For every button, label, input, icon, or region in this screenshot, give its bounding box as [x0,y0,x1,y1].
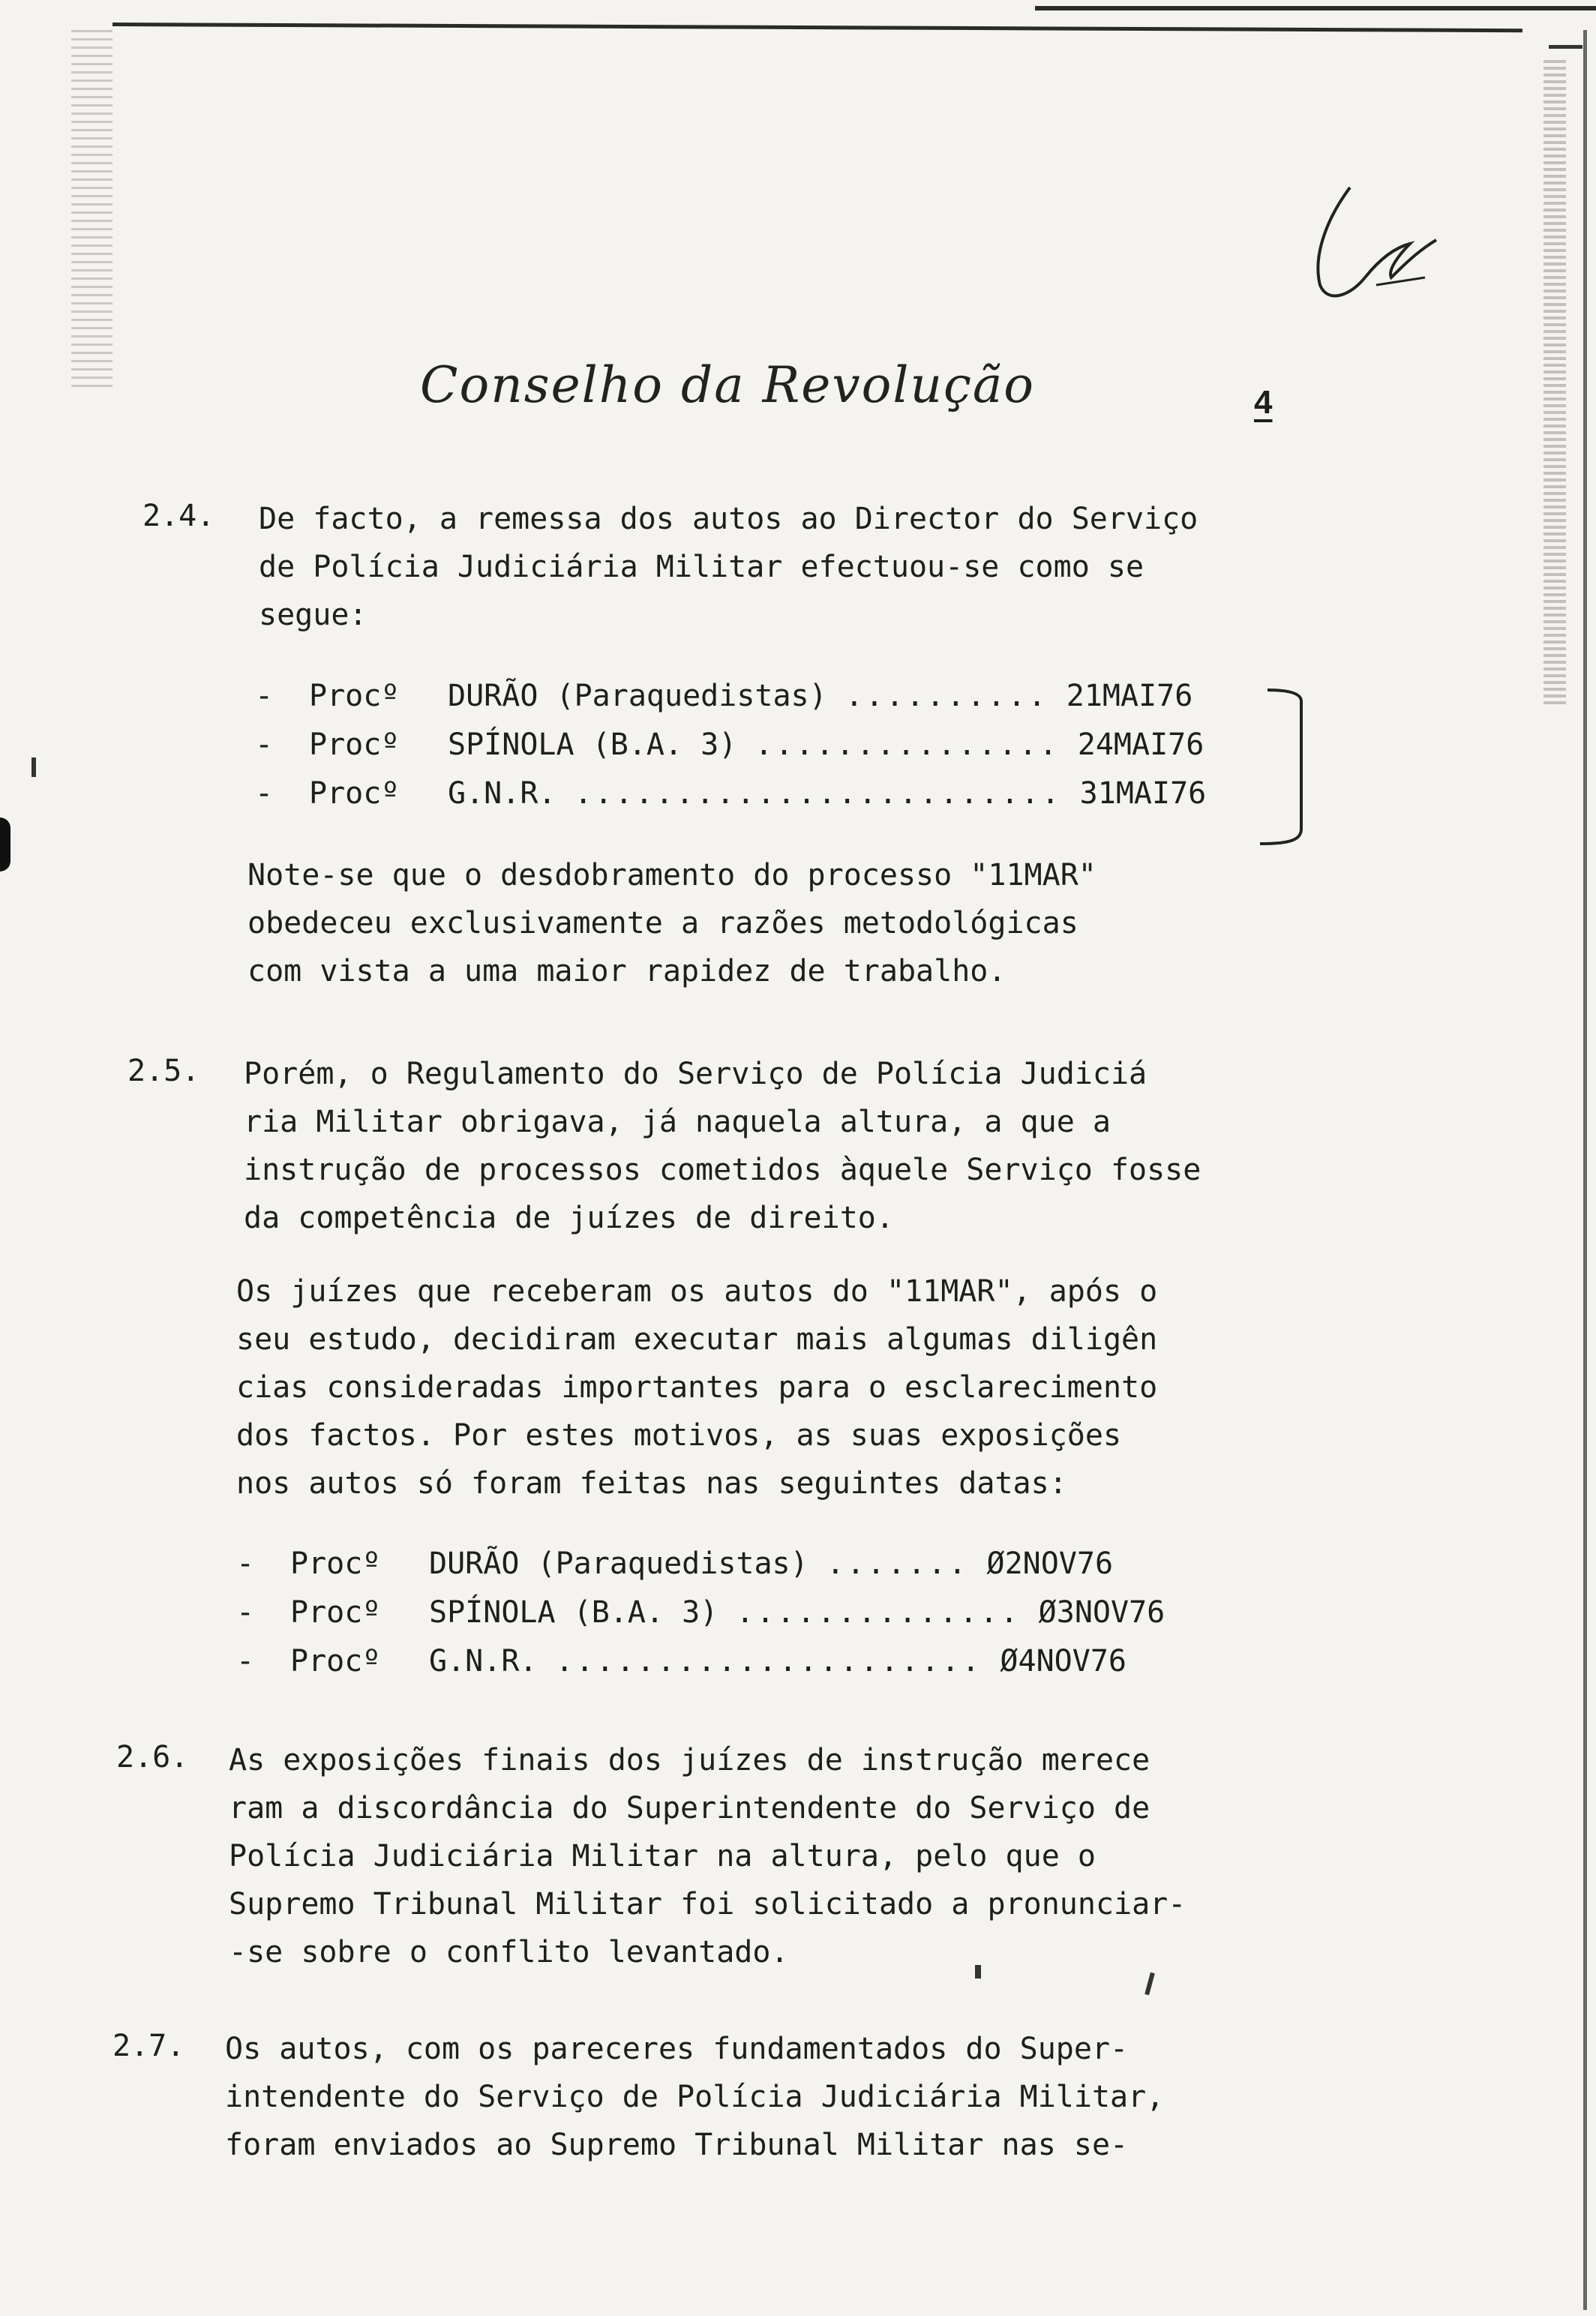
scan-edge-right [1583,30,1587,2310]
proc-name: DURÃO (Paraquedistas) [448,679,827,713]
text-line: da competência de juízes de direito. [244,1201,894,1235]
proc-date: Ø2NOV76 [986,1546,1114,1581]
text-line: Os juízes que receberam os autos do "11MAR", após o [236,1274,1158,1309]
text-line: dos factos. Por estes motivos, as suas exposições [236,1418,1122,1453]
text-line: seu estudo, decidiram executar mais algumas diligên [236,1322,1158,1357]
proc-date: Ø4NOV76 [1000,1644,1126,1678]
scan-edge-right-top [1549,45,1582,49]
leader-dots: .............. [736,1595,1021,1630]
proc-label: Procº [309,679,400,713]
section-2-6-text [229,1736,1186,1976]
text-line: com vista a uma maior rapidez de trabalho. [248,954,1006,988]
section-number: 2.4. [142,499,215,533]
text-line: As exposições finais dos juízes de instrução merece [229,1743,1150,1778]
punch-hole-mark [0,818,10,872]
list-item [255,776,1206,811]
list-item [236,1644,1126,1678]
leader-dots: .......... [844,679,1048,713]
signature-initials [1298,172,1440,322]
proc-name: G.N.R. [448,776,556,811]
scan-noise-right [1544,60,1566,705]
text-line: cias consideradas importantes para o esclarecimento [236,1370,1158,1405]
leader-dots: ........................ [574,776,1062,811]
section-2-7-text [225,2025,1164,2169]
text-line: foram enviados ao Supremo Tribunal Militar nas se- [225,2128,1129,2162]
list-dash: - [255,728,274,762]
text-line: ria Militar obrigava, já naquela altura, a que a [244,1105,1111,1139]
text-line: De facto, a remessa dos autos ao Director do Serviço [259,502,1198,536]
proc-date: 24MAI76 [1077,728,1204,762]
list-dash: - [236,1644,255,1678]
letterhead-title: Conselho da Revolução [420,356,1036,414]
proc-label: Procº [309,728,400,762]
list-dash: - [236,1595,255,1630]
text-line: intendente do Serviço de Polícia Judiciária Militar, [225,2080,1165,2114]
leader-dots: ..................... [555,1644,982,1678]
proc-name: SPÍNOLA (B.A. 3) [429,1595,718,1630]
proc-name: DURÃO (Paraquedistas) [429,1546,808,1581]
text-line: instrução de processos cometidos àquele Serviço fosse [244,1153,1202,1187]
proc-name: SPÍNOLA (B.A. 3) [448,728,737,762]
leader-dots: ............... [754,728,1060,762]
list-dash: - [236,1546,255,1581]
text-line: Porém, o Regulamento do Serviço de Polícia Judiciá [244,1057,1148,1091]
proc-name: G.N.R. [429,1644,538,1678]
section-number: 2.5. [128,1054,200,1088]
juizes-paragraph [236,1268,1157,1508]
proc-date: 31MAI76 [1079,776,1207,811]
section-2-4-text [259,495,1198,639]
leader-dots: ....... [826,1546,969,1581]
scan-noise-left [71,30,112,390]
text-line: Supremo Tribunal Militar foi solicitado a pronunciar- [229,1887,1186,1922]
scan-edge-top-right [1035,6,1596,10]
list-dash: - [255,679,274,713]
text-line: Polícia Judiciária Militar na altura, pelo que o [229,1839,1096,1874]
proc-label: Procº [309,776,400,811]
proc-date: 21MAI76 [1066,679,1193,713]
text-line: ram a discordância do Superintendente do Serviço de [229,1791,1150,1826]
proc-label: Procº [290,1595,381,1630]
note-paragraph [248,851,1096,995]
bracket-mark [1230,686,1309,848]
list-dash: - [255,776,274,811]
proc-label: Procº [290,1546,381,1581]
text-line: Note-se que o desdobramento do processo "11MAR" [248,858,1096,892]
scan-edge-top [112,22,1522,32]
text-line: Os autos, com os pareceres fundamentados do Super- [225,2032,1129,2066]
text-line: nos autos só foram feitas nas seguintes datas: [236,1466,1067,1501]
list-item [255,728,1204,762]
text-line: -se sobre o conflito levantado. [229,1935,789,1970]
proc-label: Procº [290,1644,381,1678]
list-item [255,679,1192,713]
section-number: 2.6. [116,1740,189,1774]
page-number: 4 [1254,384,1273,421]
text-line: de Polícia Judiciária Militar efectuou-se como se [259,550,1144,584]
list-item [236,1595,1165,1630]
section-2-5-text [244,1050,1201,1242]
text-line: segue: [259,598,368,632]
proc-date: Ø3NOV76 [1038,1595,1166,1630]
section-number: 2.7. [112,2029,185,2063]
scan-speck [32,758,36,777]
list-item [236,1546,1113,1581]
text-line: obedeceu exclusivamente a razões metodológicas [248,906,1078,940]
